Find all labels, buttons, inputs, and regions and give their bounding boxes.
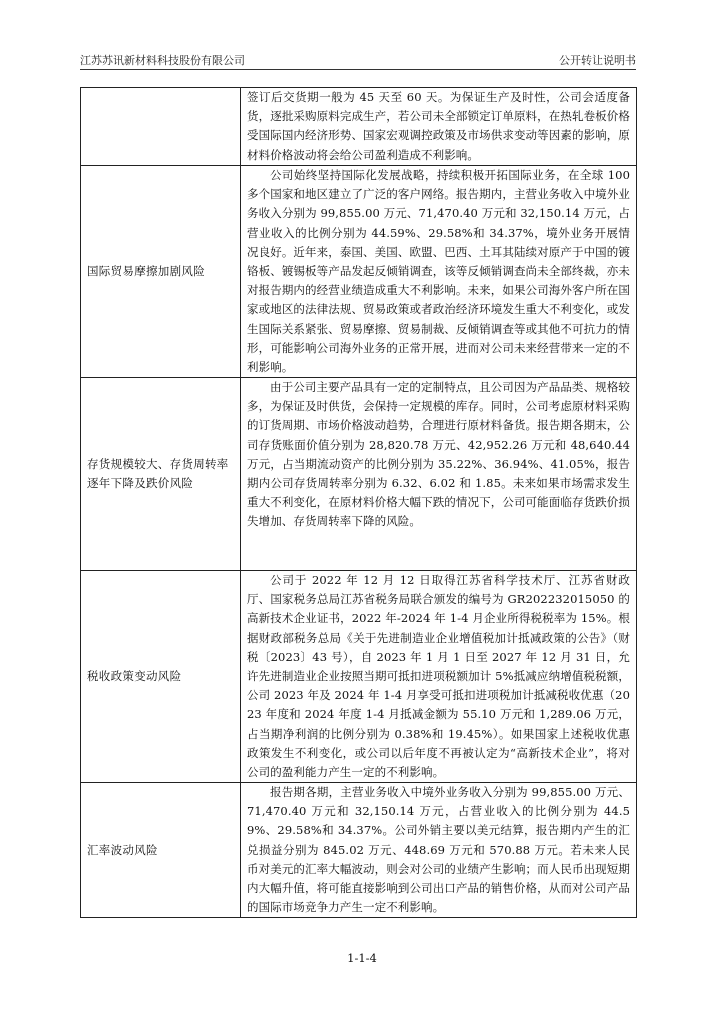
document-type: 公开转让说明书 <box>559 54 636 67</box>
table-row <box>80 571 637 783</box>
risk-label <box>81 88 241 165</box>
risk-label: 存货规模较大、存货周转率逐年下降及跌价风险 <box>81 378 241 570</box>
risk-description: 公司于 2022 年 12 月 12 日取得江苏省科学技术厅、江苏省财政厅、国家税务总局江苏省税务局联合颁发的编号为 GR202232015050 的高新技术企业证书，2022 年-2024 年 1-4 月企业所得税税率为 15%。根据财政部税务总局《关于先进制造业企业增值税加计抵减政策的公告》（财税〔2023〕43 号），自 2023 年 1 月 1 日至 2027 年 12 月 31 日，允许先进制造业企业按照当期可抵扣进项税额加计 5%抵减应纳增值税税额，公司 2023 年及 2024 年 1-4 月享受可抵扣进项税加计抵减税收优惠（2023 年度和 2024 年度 1-4 月抵减金额为 55.10 万元和 1,289.06 万元，占当期净利润的比例分别为 0.38%和 19.45%）。如果国家上述税收优惠政策发生不利变化，或公司以后年度不再被认定为“高新技术企业”，将对公司的盈利能力产生一定的不利影响。 <box>247 573 630 780</box>
company-name: 江苏苏讯新材料科技股份有限公司 <box>80 54 245 67</box>
risk-label: 税收政策变动风险 <box>81 571 241 782</box>
table-row <box>80 378 637 571</box>
risk-description: 报告期各期，主营业务收入中境外业务收入分别为 99,855.00 万元、71,470.40 万元和 32,150.14 万元，占营业收入的比例分别为 44.59%、29.58%和 34.37%。公司外销主要以美元结算，报告期内产生的汇兑损益分别为 845.02 万元、448.69 万元和 570.88 万元。若未来人民币对美元的汇率大幅波动，则会对公司的业绩产生影响；而人民币出现短期内大幅升值，将可能直接影响到公司出口产品的销售价格，从而对公司产品的国际市场竞争力产生一定不利影响。 <box>247 785 630 915</box>
risk-label: 汇率波动风险 <box>81 783 241 917</box>
table-row <box>80 166 637 378</box>
table-row <box>80 783 637 918</box>
page-number: 1-1-4 <box>347 951 377 965</box>
risk-description: 签订后交货期一般为 45 天至 60 天。为保证生产及时性，公司会适度备货，逐批采购原料完成生产，若公司未全部锁定订单原料，在热轧卷板价格受国际国内经济形势、国家宏观调控政策及市场供求变动等因素的影响，原材料价格波动将会给公司盈利造成不利影响。 <box>247 90 630 162</box>
header-divider <box>80 69 636 70</box>
page-header <box>80 50 636 70</box>
table-row <box>80 88 637 166</box>
risk-description: 公司始终坚持国际化发展战略，持续积极开拓国际业务，在全球 100 多个国家和地区建立了广泛的客户网络。报告期内，主营业务收入中境外业务收入分别为 99,855.00 万元、71,470.40 万元和 32,150.14 万元，占营业收入的比例分别为 44.59%、29.58%和 34.37%，境外业务开展情况良好。近年来，泰国、美国、欧盟、巴西、土耳其陆续对原产于中国的镀铬板、镀锡板等产品发起反倾销调查，该等反倾销调查尚未全部终裁，亦未对报告期内的经营业绩造成重大不利影响。未来，如果公司海外客户所在国家或地区的法律法规、贸易政策或者政治经济环境发生重大不利变化，或发生国际关系紧张、贸易摩擦、贸易制裁、反倾销调查等或其他不可抗力的情形，可能影响公司海外业务的正常开展，进而对公司未来经营带来一定的不利影响。 <box>247 168 630 375</box>
risk-label: 国际贸易摩擦加剧风险 <box>81 166 241 377</box>
risk-table <box>80 87 637 918</box>
risk-description: 由于公司主要产品具有一定的定制特点，且公司因为产品品类、规格较多，为保证及时供货，会保持一定规模的库存。同时，公司考虑原材料采购的订货周期、市场价格波动趋势，合理进行原材料备货。报告期各期末，公司存货账面价值分别为 28,820.78 万元、42,952.26 万元和 48,640.44 万元，占当期流动资产的比例分别为 35.22%、36.94%、41.05%，报告期内公司存货周转率分别为 6.32、6.02 和 1.85。未来如果市场需求发生重大不利变化，在原材料价格大幅下跌的情况下，公司可能面临存货跌价损失增加、存货周转率下降的风险。 <box>247 380 630 529</box>
